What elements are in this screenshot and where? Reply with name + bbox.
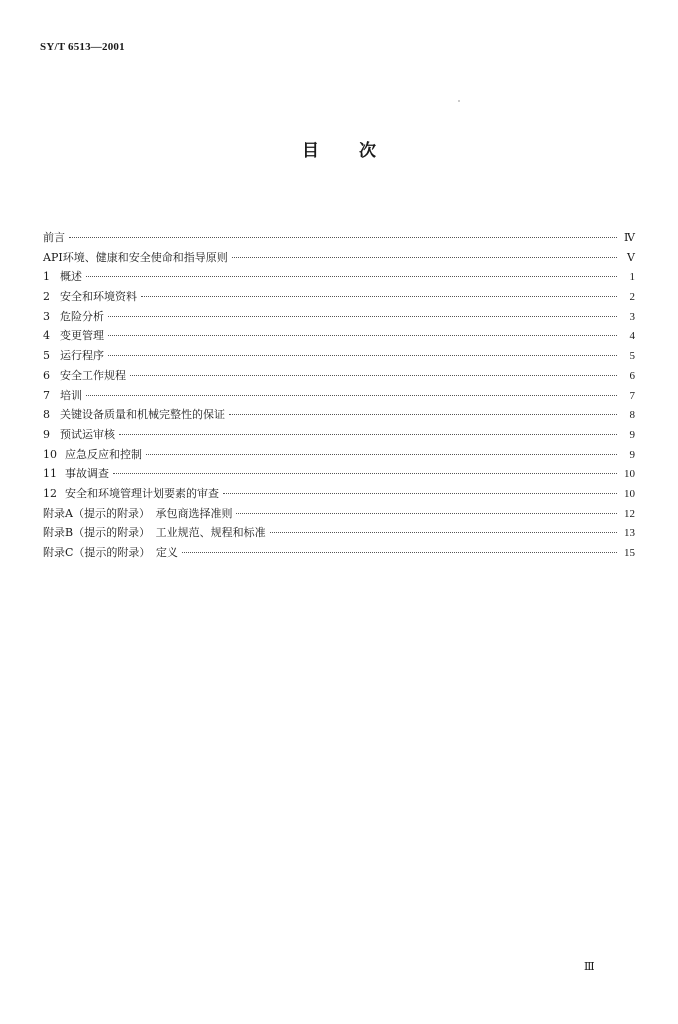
dot-leader [108, 355, 617, 356]
toc-entry[interactable] [43, 228, 635, 248]
dot-leader [270, 532, 617, 533]
toc-entry[interactable] [43, 366, 635, 386]
toc-entry-title: 前言 [43, 231, 65, 244]
toc-entry-title: 附录B（提示的附录） 工业规范、规程和标准 [43, 526, 266, 540]
dot-leader [141, 296, 617, 297]
toc-entry-page: 10 [624, 487, 635, 500]
toc-entry-page: 2 [629, 291, 635, 304]
dot-leader [86, 395, 617, 396]
toc-entry-label [43, 307, 104, 327]
toc-entry-number: 12 [43, 486, 57, 500]
dot-leader [130, 375, 617, 376]
dot-leader [229, 414, 617, 415]
toc-entry[interactable] [43, 484, 635, 504]
toc-entry-number: 3 [43, 309, 50, 323]
toc-entry-number: 1 [43, 270, 50, 284]
toc-entry-label [43, 386, 82, 406]
toc-entry-label [43, 484, 219, 504]
toc-entry[interactable] [43, 425, 635, 445]
toc-entry-number: 2 [43, 290, 50, 304]
dot-leader [69, 237, 617, 238]
table-of-contents [43, 228, 635, 563]
document-code: SY/T 6513—2001 [40, 41, 125, 53]
dot-leader [108, 335, 617, 336]
toc-entry[interactable] [43, 405, 635, 425]
toc-entry[interactable] [43, 445, 635, 465]
scan-speck [458, 100, 460, 102]
toc-entry[interactable] [43, 504, 635, 524]
page-number: Ⅲ [584, 961, 595, 973]
toc-entry-title: 变更管理 [60, 329, 104, 343]
toc-entry-page: Ⅳ [624, 232, 635, 244]
toc-entry-label [43, 346, 104, 366]
toc-entry-page: 13 [624, 527, 635, 540]
toc-entry-page: 7 [629, 389, 635, 402]
toc-entry-number: 11 [43, 467, 57, 481]
toc-entry-title: 关键设备质量和机械完整性的保证 [60, 408, 225, 422]
dot-leader [146, 454, 617, 455]
toc-entry-label [43, 464, 109, 484]
toc-entry-label [43, 267, 82, 287]
dot-leader [236, 513, 617, 514]
toc-entry-title: 安全工作规程 [60, 368, 126, 382]
toc-entry-number: 9 [43, 427, 50, 441]
toc-entry[interactable] [43, 543, 635, 563]
toc-entry-title: 安全和环境资料 [60, 290, 137, 304]
toc-entry[interactable] [43, 326, 635, 346]
toc-entry-number: 7 [43, 388, 50, 402]
toc-entry-label [43, 425, 115, 445]
toc-entry-title: 应急反应和控制 [65, 447, 142, 461]
toc-entry[interactable] [43, 386, 635, 406]
toc-entry-number: 6 [43, 368, 50, 382]
toc-entry-page: 10 [624, 468, 635, 481]
dot-leader [113, 473, 617, 474]
toc-entry-title: 附录A（提示的附录） 承包商选择准则 [43, 506, 233, 520]
toc-entry[interactable] [43, 464, 635, 484]
toc-entry-page: 1 [629, 271, 635, 284]
dot-leader [182, 552, 617, 553]
toc-entry-number: 8 [43, 408, 50, 422]
toc-entry-page: 5 [629, 350, 635, 363]
toc-entry[interactable] [43, 267, 635, 287]
toc-entry-page: Ⅴ [627, 251, 635, 264]
toc-entry-label [43, 445, 142, 465]
toc-entry-number: 10 [43, 447, 57, 461]
toc-entry-label [43, 326, 104, 346]
toc-title [0, 136, 678, 161]
dot-leader [108, 316, 617, 317]
toc-entry-page: 12 [624, 507, 635, 520]
toc-entry-title: 附录C（提示的附录） 定义 [43, 546, 178, 559]
toc-entry[interactable] [43, 346, 635, 366]
toc-entry-title: API环境、健康和安全使命和指导原则 [43, 250, 228, 264]
dot-leader [119, 434, 617, 435]
toc-entry-label [43, 405, 225, 425]
toc-title-char-2: 次 [359, 141, 376, 161]
toc-entry-title: 预试运审核 [60, 427, 115, 441]
dot-leader [223, 493, 617, 494]
toc-entry-title: 事故调查 [65, 467, 109, 481]
toc-entry-number: 5 [43, 349, 50, 363]
dot-leader [86, 276, 617, 277]
toc-entry-label [43, 366, 126, 386]
toc-entry-title: 概述 [60, 270, 82, 284]
toc-entry[interactable] [43, 523, 635, 543]
toc-entry-title: 安全和环境管理计划要素的审查 [65, 486, 219, 500]
toc-entry[interactable] [43, 307, 635, 327]
toc-entry-page: 3 [629, 310, 635, 323]
toc-entry-number: 4 [43, 329, 50, 343]
toc-entry-page: 4 [629, 330, 635, 343]
toc-entry[interactable] [43, 287, 635, 307]
toc-entry-page: 8 [629, 409, 635, 422]
toc-entry-page: 9 [629, 448, 635, 461]
toc-entry-page: 15 [624, 547, 635, 559]
toc-title-char-1: 目 [302, 141, 319, 161]
toc-entry-page: 6 [629, 369, 635, 382]
toc-entry-page: 9 [629, 428, 635, 441]
toc-entry-title: 危险分析 [60, 309, 104, 323]
toc-entry-title: 运行程序 [60, 349, 104, 363]
toc-entry-title: 培训 [60, 388, 82, 402]
dot-leader [232, 257, 617, 258]
toc-entry-label [43, 287, 137, 307]
toc-entry[interactable] [43, 248, 635, 268]
